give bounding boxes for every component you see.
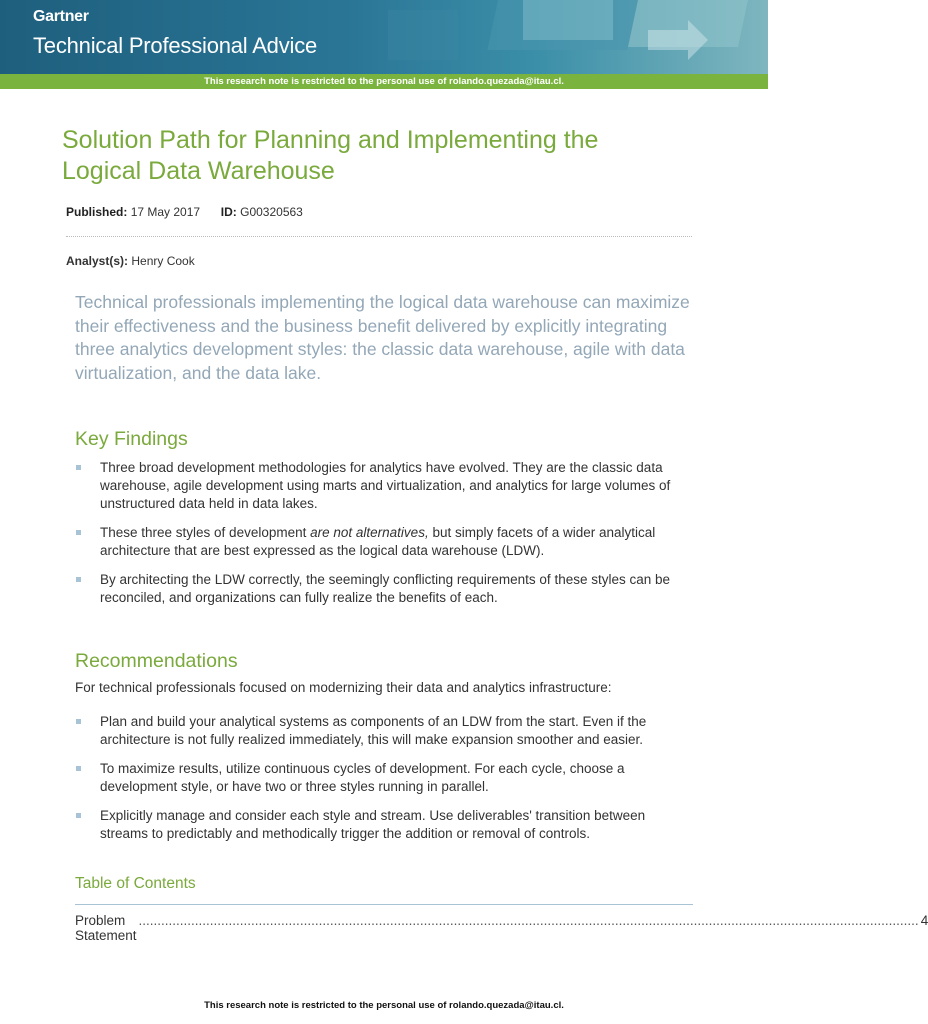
toc-heading: Table of Contents	[75, 875, 196, 892]
bullet-icon	[76, 766, 81, 771]
publication-meta	[66, 205, 303, 219]
toc-entry-label[interactable]: Problem Statement	[75, 913, 137, 943]
toc-entry-problem-statement[interactable]	[75, 913, 928, 943]
key-findings-heading: Key Findings	[75, 428, 188, 450]
header-decoration-graphic	[348, 0, 768, 74]
list-item: These three styles of development are not alternatives, but simply facets of a wider analytical architecture that are best expressed as the logical data warehouse (LDW).	[75, 524, 695, 560]
analyst-label: Analyst(s):	[66, 254, 129, 268]
list-item: Three broad development methodologies for analytics have evolved. They are the classic data warehouse, agile development using marts and virtualization, and analytics for large volumes of unstructured data held in data lakes.	[75, 459, 695, 513]
list-item: To maximize results, utilize continuous cycles of development. For each cycle, choose a development style, or have two or three styles running in parallel.	[75, 760, 695, 796]
analyst-meta	[66, 254, 195, 268]
document-id: G00320563	[240, 205, 303, 219]
published-label: Published:	[66, 205, 128, 219]
bullet-icon	[76, 813, 81, 818]
bullet-icon	[76, 719, 81, 724]
recommendations-intro: For technical professionals focused on modernizing their data and analytics infrastructure:	[75, 680, 612, 695]
list-item: By architecting the LDW correctly, the seemingly conflicting requirements of these styles can be reconciled, and organizations can fully realize the benefits of each.	[75, 571, 695, 607]
divider	[66, 236, 692, 237]
published-date: 17 May 2017	[130, 205, 201, 219]
bullet-icon	[76, 465, 81, 470]
header-banner	[0, 0, 768, 74]
toc-divider	[75, 904, 693, 905]
summary-paragraph: Technical professionals implementing the logical data warehouse can maximize their effectiveness and the business benefit delivered by explicitly integrating three analytics development styles: the classic data warehouse, agile with data virtualization, and the data lake.	[75, 292, 690, 383]
analyst-name: Henry Cook	[131, 254, 195, 268]
toc-entry-page[interactable]: 4	[920, 913, 928, 928]
key-findings-list	[75, 459, 695, 607]
bullet-icon	[76, 530, 81, 535]
recommendations-heading: Recommendations	[75, 650, 238, 672]
recommendations-list	[75, 713, 695, 843]
brand-logo: Gartner	[33, 8, 89, 25]
restriction-banner: This research note is restricted to the personal use of rolando.quezada@itau.cl.	[0, 74, 768, 89]
id-label: ID:	[220, 205, 237, 219]
bullet-icon	[76, 577, 81, 582]
brand-subtitle: Technical Professional Advice	[33, 33, 318, 58]
footer-restriction: This research note is restricted to the personal use of rolando.quezada@itau.cl.	[204, 1000, 564, 1011]
list-item: Plan and build your analytical systems as components of an LDW from the start. Even if the architecture is not fully realized immediately, this will make expansion smoother and easier.	[75, 713, 695, 749]
list-item: Explicitly manage and consider each style and stream. Use deliverables' transition between streams to predictably and methodically trigger the addition or removal of controls.	[75, 807, 695, 843]
document-title: Solution Path for Planning and Implementing the Logical Data Warehouse	[62, 126, 599, 185]
toc-dot-leader: ................................................................................................................................................................................................................	[138, 913, 919, 928]
